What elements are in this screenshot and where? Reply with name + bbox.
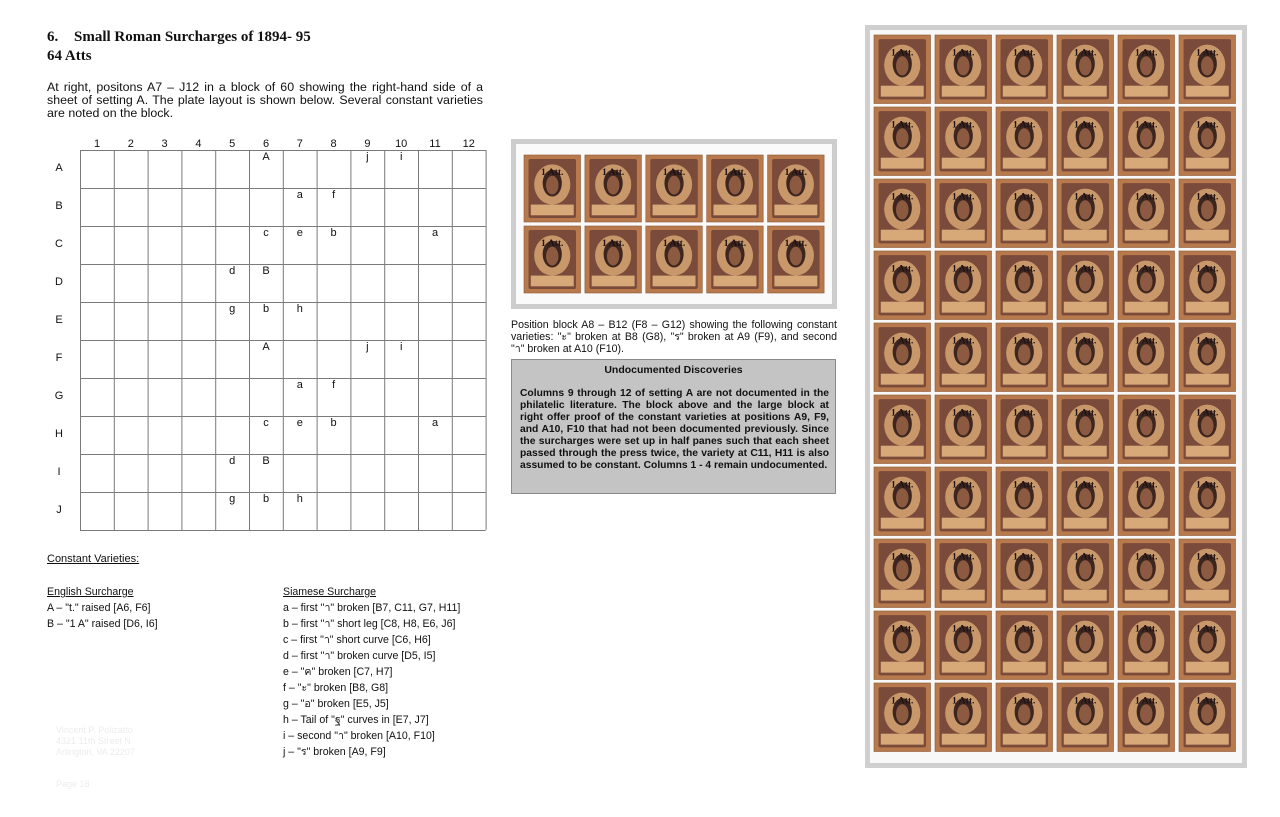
svg-text:1 Att.: 1 Att.	[1013, 191, 1036, 203]
svg-text:1 Att.: 1 Att.	[1074, 263, 1097, 275]
svg-text:1 Att.: 1 Att.	[891, 407, 914, 419]
svg-text:1 Att.: 1 Att.	[1013, 623, 1036, 635]
undocumented-title: Undocumented Discoveries	[604, 364, 743, 376]
grid-row-header: E	[55, 314, 63, 326]
grid-cell-mark: g	[229, 303, 236, 315]
grid-column-header: 2	[127, 138, 134, 150]
svg-text:1 Att.: 1 Att.	[891, 479, 914, 491]
stamp	[1118, 611, 1175, 680]
grid-cell-mark: d	[229, 265, 236, 277]
svg-text:1 Att.: 1 Att.	[1013, 407, 1036, 419]
footer-line: Arlington, VA 22207	[56, 747, 135, 757]
stamp	[874, 395, 931, 464]
grid-column-header: 4	[195, 138, 202, 150]
grid-row-header: I	[57, 466, 61, 478]
grid-cell-mark: e	[296, 227, 303, 239]
stamp	[1057, 179, 1114, 248]
grid-column-header: 5	[229, 138, 236, 150]
stamp	[874, 539, 931, 608]
stamp	[524, 226, 581, 293]
grid-cell-mark: a	[431, 417, 439, 429]
grid-lines	[80, 150, 490, 534]
svg-text:1 Att.: 1 Att.	[1074, 623, 1097, 635]
svg-text:1 Att.: 1 Att.	[1013, 47, 1036, 59]
svg-text:1 Att.: 1 Att.	[952, 695, 975, 707]
variety-item: c – first "า" short curve [C6, H6]	[283, 634, 431, 647]
stamp	[935, 107, 992, 176]
stamp	[996, 467, 1053, 536]
svg-text:1 Att.: 1 Att.	[784, 167, 808, 179]
stamp	[874, 611, 931, 680]
stamp	[935, 35, 992, 104]
variety-item: B – "1 A" raised [D6, I6]	[47, 618, 158, 631]
grid-column-header: 6	[262, 138, 270, 150]
grid-row-header: H	[55, 428, 63, 440]
variety-item: a – first "า" broken [B7, C11, G7, H11]	[283, 602, 461, 615]
svg-text:1 Att.: 1 Att.	[1196, 335, 1219, 347]
variety-item: h – Tail of "ฐ" curves in [E7, J7]	[283, 714, 429, 727]
svg-text:1 Att.: 1 Att.	[1013, 695, 1036, 707]
svg-text:1 Att.: 1 Att.	[723, 167, 747, 179]
svg-text:1 Att.: 1 Att.	[1135, 335, 1158, 347]
svg-text:1 Att.: 1 Att.	[952, 551, 975, 563]
stamp	[935, 179, 992, 248]
stamp	[1179, 611, 1236, 680]
stamp	[874, 179, 931, 248]
grid-column-header: 8	[330, 138, 337, 150]
stamp	[646, 155, 703, 222]
stamp	[996, 395, 1053, 464]
grid-cell-mark: h	[296, 303, 303, 315]
svg-text:1 Att.: 1 Att.	[952, 407, 975, 419]
stamp	[1057, 107, 1114, 176]
intro-paragraph: At right, positons A7 – J12 in a block of 60 showing the right-hand side of a sheet of setting A. The plate layout is shown below. Several constant varieties are noted on the block.	[47, 80, 483, 120]
stamp	[1179, 35, 1236, 104]
svg-text:1 Att.: 1 Att.	[891, 191, 914, 203]
grid-column-header: 3	[161, 138, 168, 150]
stamp	[646, 226, 703, 293]
footer-address	[56, 725, 135, 790]
grid-cell-mark: a	[296, 189, 303, 201]
stamp	[935, 539, 992, 608]
svg-text:1 Att.: 1 Att.	[1013, 335, 1036, 347]
variety-item: b – first "า" short leg [C8, H8, E6, J6]	[283, 618, 456, 631]
small-block-stamps	[516, 144, 832, 304]
svg-text:1 Att.: 1 Att.	[1196, 551, 1219, 563]
svg-text:1 Att.: 1 Att.	[1196, 191, 1219, 203]
svg-text:1 Att.: 1 Att.	[891, 335, 914, 347]
variety-item: d – first "า" broken curve [D5, I5]	[283, 650, 436, 663]
grid-cell-mark: b	[262, 493, 270, 505]
svg-text:1 Att.: 1 Att.	[952, 479, 975, 491]
stamp	[935, 683, 992, 752]
svg-text:1 Att.: 1 Att.	[1074, 47, 1097, 59]
stamp	[1118, 179, 1175, 248]
variety-item: A – "t." raised [A6, F6]	[47, 602, 151, 615]
stamp	[874, 323, 931, 392]
grid-cell-mark: i	[399, 341, 403, 353]
stamp	[935, 323, 992, 392]
grid-cell-mark: B	[262, 455, 270, 467]
stamp	[996, 179, 1053, 248]
svg-text:1 Att.: 1 Att.	[952, 191, 975, 203]
stamp	[585, 226, 642, 293]
svg-text:1 Att.: 1 Att.	[1196, 479, 1219, 491]
grid-cell-mark: j	[366, 341, 369, 353]
grid-cell-mark: f	[332, 189, 336, 201]
stamp	[874, 107, 931, 176]
siamese-surcharge-list	[283, 584, 460, 761]
stamp	[996, 107, 1053, 176]
grid-cell-mark: b	[330, 417, 337, 429]
stamp	[996, 683, 1053, 752]
grid-cell-mark: B	[262, 265, 270, 277]
grid-cell-mark: b	[330, 227, 337, 239]
stamp	[1179, 539, 1236, 608]
variety-item: e – "ค" broken [C7, H7]	[283, 666, 393, 679]
svg-text:1 Att.: 1 Att.	[1013, 263, 1036, 275]
svg-text:1 Att.: 1 Att.	[952, 263, 975, 275]
stamp	[935, 395, 992, 464]
siamese-surcharge-heading: Siamese Surcharge	[283, 586, 377, 598]
stamp	[996, 251, 1053, 320]
section-number: 6.	[47, 29, 59, 45]
grid-cell-mark: i	[399, 151, 403, 163]
grid-row-header: F	[55, 352, 63, 364]
svg-text:1 Att.: 1 Att.	[952, 623, 975, 635]
stamp	[1179, 323, 1236, 392]
variety-item: g – "อ" broken [E5, J5]	[283, 698, 389, 711]
svg-text:1 Att.: 1 Att.	[1074, 479, 1097, 491]
grid-cell-mark: c	[263, 227, 269, 239]
section-subtitle: 64 Atts	[47, 48, 92, 64]
constant-varieties-title: Constant Varieties:	[47, 553, 140, 565]
svg-text:1 Att.: 1 Att.	[1074, 191, 1097, 203]
stamp	[935, 611, 992, 680]
stamp	[1118, 395, 1175, 464]
grid-cell-mark: A	[262, 341, 270, 353]
grid-column-header: 9	[364, 138, 371, 150]
svg-text:1 Att.: 1 Att.	[1196, 407, 1219, 419]
svg-text:1 Att.: 1 Att.	[1196, 695, 1219, 707]
grid-column-header: 7	[296, 138, 303, 150]
grid-column-header: 12	[462, 138, 475, 150]
svg-text:1 Att.: 1 Att.	[1013, 479, 1036, 491]
grid-cell-mark: b	[262, 303, 270, 315]
svg-text:1 Att.: 1 Att.	[1074, 695, 1097, 707]
stamp	[1057, 323, 1114, 392]
stamp	[1118, 539, 1175, 608]
stamp	[1118, 251, 1175, 320]
svg-text:1 Att.: 1 Att.	[1135, 263, 1158, 275]
stamp	[1057, 395, 1114, 464]
grid-cell-mark: e	[296, 417, 303, 429]
svg-text:1 Att.: 1 Att.	[891, 47, 914, 59]
grid-cell-mark: d	[229, 455, 236, 467]
svg-text:1 Att.: 1 Att.	[1135, 695, 1158, 707]
svg-text:1 Att.: 1 Att.	[1135, 623, 1158, 635]
stamp	[1057, 467, 1114, 536]
small-block-photo	[511, 139, 837, 309]
stamp	[1118, 467, 1175, 536]
svg-text:1 Att.: 1 Att.	[784, 238, 808, 250]
grid-cell-mark: j	[366, 151, 369, 163]
stamp	[1179, 467, 1236, 536]
svg-text:1 Att.: 1 Att.	[1074, 119, 1097, 131]
english-surcharge-heading: English Surcharge	[47, 586, 134, 598]
svg-text:1 Att.: 1 Att.	[891, 623, 914, 635]
svg-text:1 Att.: 1 Att.	[1074, 407, 1097, 419]
stamp	[1057, 539, 1114, 608]
stamp	[874, 683, 931, 752]
stamp	[1118, 323, 1175, 392]
stamp	[1057, 683, 1114, 752]
svg-text:1 Att.: 1 Att.	[952, 335, 975, 347]
grid-row-header: A	[55, 162, 63, 174]
stamp	[874, 467, 931, 536]
footer-line: 4321 11th Street N	[56, 736, 131, 746]
stamp	[874, 251, 931, 320]
grid-row-header: D	[55, 276, 63, 288]
grid-column-header: 1	[93, 138, 101, 150]
grid-cell-mark: A	[262, 151, 270, 163]
stamp	[1179, 107, 1236, 176]
svg-text:1 Att.: 1 Att.	[891, 263, 914, 275]
svg-text:1 Att.: 1 Att.	[1135, 551, 1158, 563]
footer-line: Vincent P. Polizatto	[56, 725, 133, 735]
stamp	[996, 35, 1053, 104]
stamp	[1118, 107, 1175, 176]
undocumented-discoveries-box	[511, 359, 836, 494]
stamp	[996, 611, 1053, 680]
stamp	[1179, 251, 1236, 320]
stamp	[1179, 179, 1236, 248]
grid-column-header: 11	[429, 138, 441, 150]
english-surcharge-list	[47, 584, 158, 632]
stamp	[1118, 683, 1175, 752]
variety-item: i – second "า" broken [A10, F10]	[283, 730, 435, 743]
small-block-caption: Position block A8 – B12 (F8 – G12) showing the following constant varieties: "ะ" broken at B8 (G8), "ร" broken at A9 (F9), and second "า" broken at A10 (F10).	[511, 319, 837, 355]
svg-text:1 Att.: 1 Att.	[891, 551, 914, 563]
svg-text:1 Att.: 1 Att.	[952, 119, 975, 131]
svg-text:1 Att.: 1 Att.	[1135, 479, 1158, 491]
svg-text:1 Att.: 1 Att.	[1196, 47, 1219, 59]
stamp	[1057, 611, 1114, 680]
stamp	[585, 155, 642, 222]
stamp	[1118, 35, 1175, 104]
svg-text:1 Att.: 1 Att.	[891, 119, 914, 131]
grid-cell-mark: a	[296, 379, 303, 391]
variety-item: j – "ร" broken [A9, F9]	[283, 746, 386, 759]
page-number: Page 18	[56, 779, 90, 789]
svg-text:1 Att.: 1 Att.	[723, 238, 747, 250]
grid-cell-mark: a	[431, 227, 439, 239]
stamp	[935, 467, 992, 536]
svg-text:1 Att.: 1 Att.	[1196, 119, 1219, 131]
svg-text:1 Att.: 1 Att.	[662, 167, 686, 179]
stamp	[935, 251, 992, 320]
grid-cell-mark: g	[229, 493, 236, 505]
svg-text:1 Att.: 1 Att.	[601, 167, 625, 179]
stamp	[1179, 683, 1236, 752]
page-heading	[47, 28, 311, 66]
stamp	[874, 35, 931, 104]
svg-text:1 Att.: 1 Att.	[1013, 551, 1036, 563]
stamp	[768, 226, 825, 293]
section-title: Small Roman Surcharges of 1894- 95	[74, 29, 311, 45]
svg-text:1 Att.: 1 Att.	[1196, 263, 1219, 275]
large-block-stamps	[870, 30, 1242, 763]
stamp	[996, 539, 1053, 608]
svg-text:1 Att.: 1 Att.	[891, 695, 914, 707]
stamp	[1057, 251, 1114, 320]
grid-cell-mark: c	[263, 417, 269, 429]
svg-text:1 Att.: 1 Att.	[952, 47, 975, 59]
grid-row-header: G	[54, 390, 64, 402]
svg-text:1 Att.: 1 Att.	[541, 238, 564, 250]
svg-text:1 Att.: 1 Att.	[1013, 119, 1036, 131]
svg-text:1 Att.: 1 Att.	[541, 167, 564, 179]
grid-cell-mark: f	[332, 379, 336, 391]
stamp	[1057, 35, 1114, 104]
stamp	[707, 155, 764, 222]
svg-text:1 Att.: 1 Att.	[1135, 191, 1158, 203]
svg-text:1 Att.: 1 Att.	[1196, 623, 1219, 635]
svg-text:1 Att.: 1 Att.	[1074, 551, 1097, 563]
undocumented-body: Columns 9 through 12 of setting A are not documented in the philatelic literature. The block above and the large block at right offer proof of the constant varieties at positions A9, F9, and A10, F10 that had not been documented previously. Since the surcharges were set up in half panes such that each sheet passed through the press twice, the variety at C11, H11 is also assumed to be constant. Columns 1 - 4 remain undocumented.	[520, 388, 829, 471]
stamp	[524, 155, 581, 222]
svg-text:1 Att.: 1 Att.	[662, 238, 686, 250]
svg-text:1 Att.: 1 Att.	[601, 238, 625, 250]
variety-item: f – "ะ" broken [B8, G8]	[283, 682, 389, 695]
stamp	[707, 226, 764, 293]
stamp	[768, 155, 825, 222]
grid-cell-mark: h	[296, 493, 303, 505]
grid-row-header: B	[55, 200, 63, 212]
grid-row-header: C	[55, 238, 63, 250]
svg-text:1 Att.: 1 Att.	[1135, 47, 1158, 59]
grid-row-header: J	[56, 504, 62, 516]
stamp	[1179, 395, 1236, 464]
large-block-photo	[865, 25, 1247, 768]
grid-column-header: 10	[395, 138, 408, 150]
svg-text:1 Att.: 1 Att.	[1074, 335, 1097, 347]
stamp	[996, 323, 1053, 392]
svg-text:1 Att.: 1 Att.	[1135, 407, 1158, 419]
svg-text:1 Att.: 1 Att.	[1135, 119, 1158, 131]
